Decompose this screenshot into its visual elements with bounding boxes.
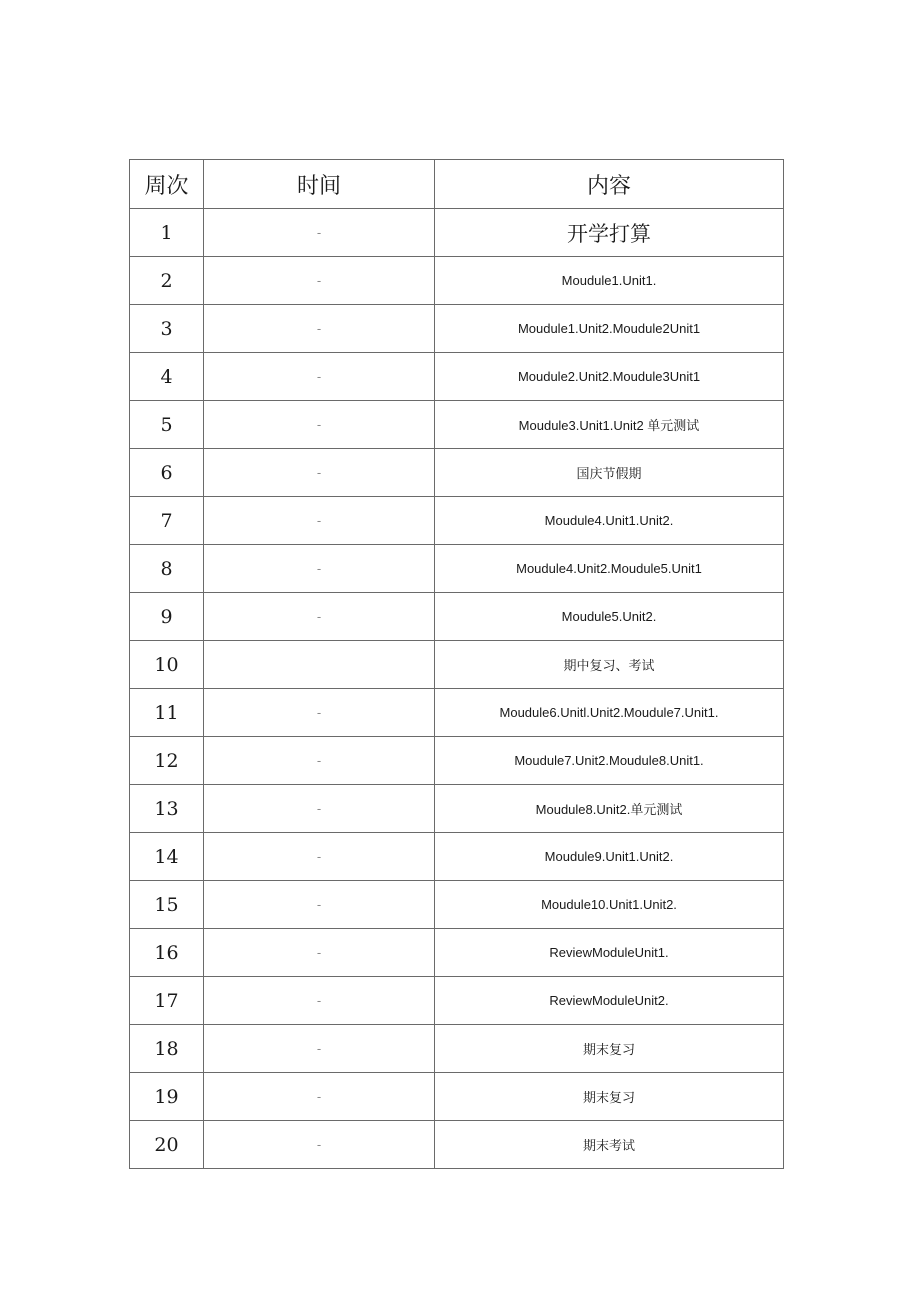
table-row <box>130 1121 784 1169</box>
week-number: 9 <box>130 593 204 641</box>
week-number: 10 <box>130 641 204 689</box>
table-row <box>130 1025 784 1073</box>
week-time: - <box>204 209 435 257</box>
week-number: 14 <box>130 833 204 881</box>
week-time: - <box>204 497 435 545</box>
week-content: Moudule3.Unit1.Unit2 单元测试 <box>435 401 784 449</box>
week-content: 期末复习 <box>435 1073 784 1121</box>
week-number: 2 <box>130 257 204 305</box>
week-time: - <box>204 785 435 833</box>
week-number: 13 <box>130 785 204 833</box>
week-content: Moudule8.Unit2.单元测试 <box>435 785 784 833</box>
week-time: - <box>204 545 435 593</box>
table-row <box>130 305 784 353</box>
table-row <box>130 689 784 737</box>
table-row <box>130 977 784 1025</box>
week-number: 16 <box>130 929 204 977</box>
header-row <box>130 160 784 209</box>
week-time: - <box>204 1073 435 1121</box>
schedule-table <box>129 159 784 1169</box>
table-row <box>130 641 784 689</box>
week-content: Moudule2.Unit2.Moudule3Unit1 <box>435 353 784 401</box>
week-time: - <box>204 449 435 497</box>
week-number: 19 <box>130 1073 204 1121</box>
table-row <box>130 497 784 545</box>
table-row <box>130 785 784 833</box>
table-row <box>130 1073 784 1121</box>
header-time: 时间 <box>204 160 435 209</box>
week-number: 7 <box>130 497 204 545</box>
week-content: Moudule5.Unit2. <box>435 593 784 641</box>
week-time: - <box>204 353 435 401</box>
week-time: - <box>204 593 435 641</box>
week-time: - <box>204 833 435 881</box>
table-row <box>130 545 784 593</box>
schedule-body <box>130 209 784 1169</box>
week-time: - <box>204 977 435 1025</box>
week-number: 12 <box>130 737 204 785</box>
week-time: - <box>204 881 435 929</box>
table-row <box>130 209 784 257</box>
week-content: 开学打算 <box>435 209 784 257</box>
week-content: Moudule6.Unitl.Unit2.Moudule7.Unit1. <box>435 689 784 737</box>
week-content: Moudule1.Unit1. <box>435 257 784 305</box>
table-row <box>130 881 784 929</box>
header-content: 内容 <box>435 160 784 209</box>
week-number: 17 <box>130 977 204 1025</box>
table-row <box>130 401 784 449</box>
schedule-header <box>130 160 784 209</box>
week-time: - <box>204 737 435 785</box>
week-content: 国庆节假期 <box>435 449 784 497</box>
week-number: 4 <box>130 353 204 401</box>
week-content: ReviewModuleUnit1. <box>435 929 784 977</box>
week-number: 11 <box>130 689 204 737</box>
table-row <box>130 929 784 977</box>
week-number: 5 <box>130 401 204 449</box>
week-number: 20 <box>130 1121 204 1169</box>
table-row <box>130 353 784 401</box>
week-time: - <box>204 1121 435 1169</box>
table-row <box>130 833 784 881</box>
week-time: - <box>204 1025 435 1073</box>
week-time: - <box>204 257 435 305</box>
week-number: 15 <box>130 881 204 929</box>
table-row <box>130 737 784 785</box>
week-content: Moudule9.Unit1.Unit2. <box>435 833 784 881</box>
week-content: Moudule7.Unit2.Moudule8.Unit1. <box>435 737 784 785</box>
header-week: 周次 <box>130 160 204 209</box>
week-number: 18 <box>130 1025 204 1073</box>
week-number: 1 <box>130 209 204 257</box>
week-content: 期末复习 <box>435 1025 784 1073</box>
week-content: ReviewModuleUnit2. <box>435 977 784 1025</box>
table-row <box>130 593 784 641</box>
week-number: 8 <box>130 545 204 593</box>
week-content: Moudule4.Unit2.Moudule5.Unit1 <box>435 545 784 593</box>
week-time: - <box>204 305 435 353</box>
week-content: 期中复习、考试 <box>435 641 784 689</box>
week-content: Moudule4.Unit1.Unit2. <box>435 497 784 545</box>
week-content: 期末考试 <box>435 1121 784 1169</box>
week-time: - <box>204 929 435 977</box>
week-content: Moudule1.Unit2.Moudule2Unit1 <box>435 305 784 353</box>
week-time: - <box>204 401 435 449</box>
week-time <box>204 641 435 689</box>
week-number: 3 <box>130 305 204 353</box>
week-time: - <box>204 689 435 737</box>
table-row <box>130 257 784 305</box>
week-content: Moudule10.Unit1.Unit2. <box>435 881 784 929</box>
table-row <box>130 449 784 497</box>
week-number: 6 <box>130 449 204 497</box>
